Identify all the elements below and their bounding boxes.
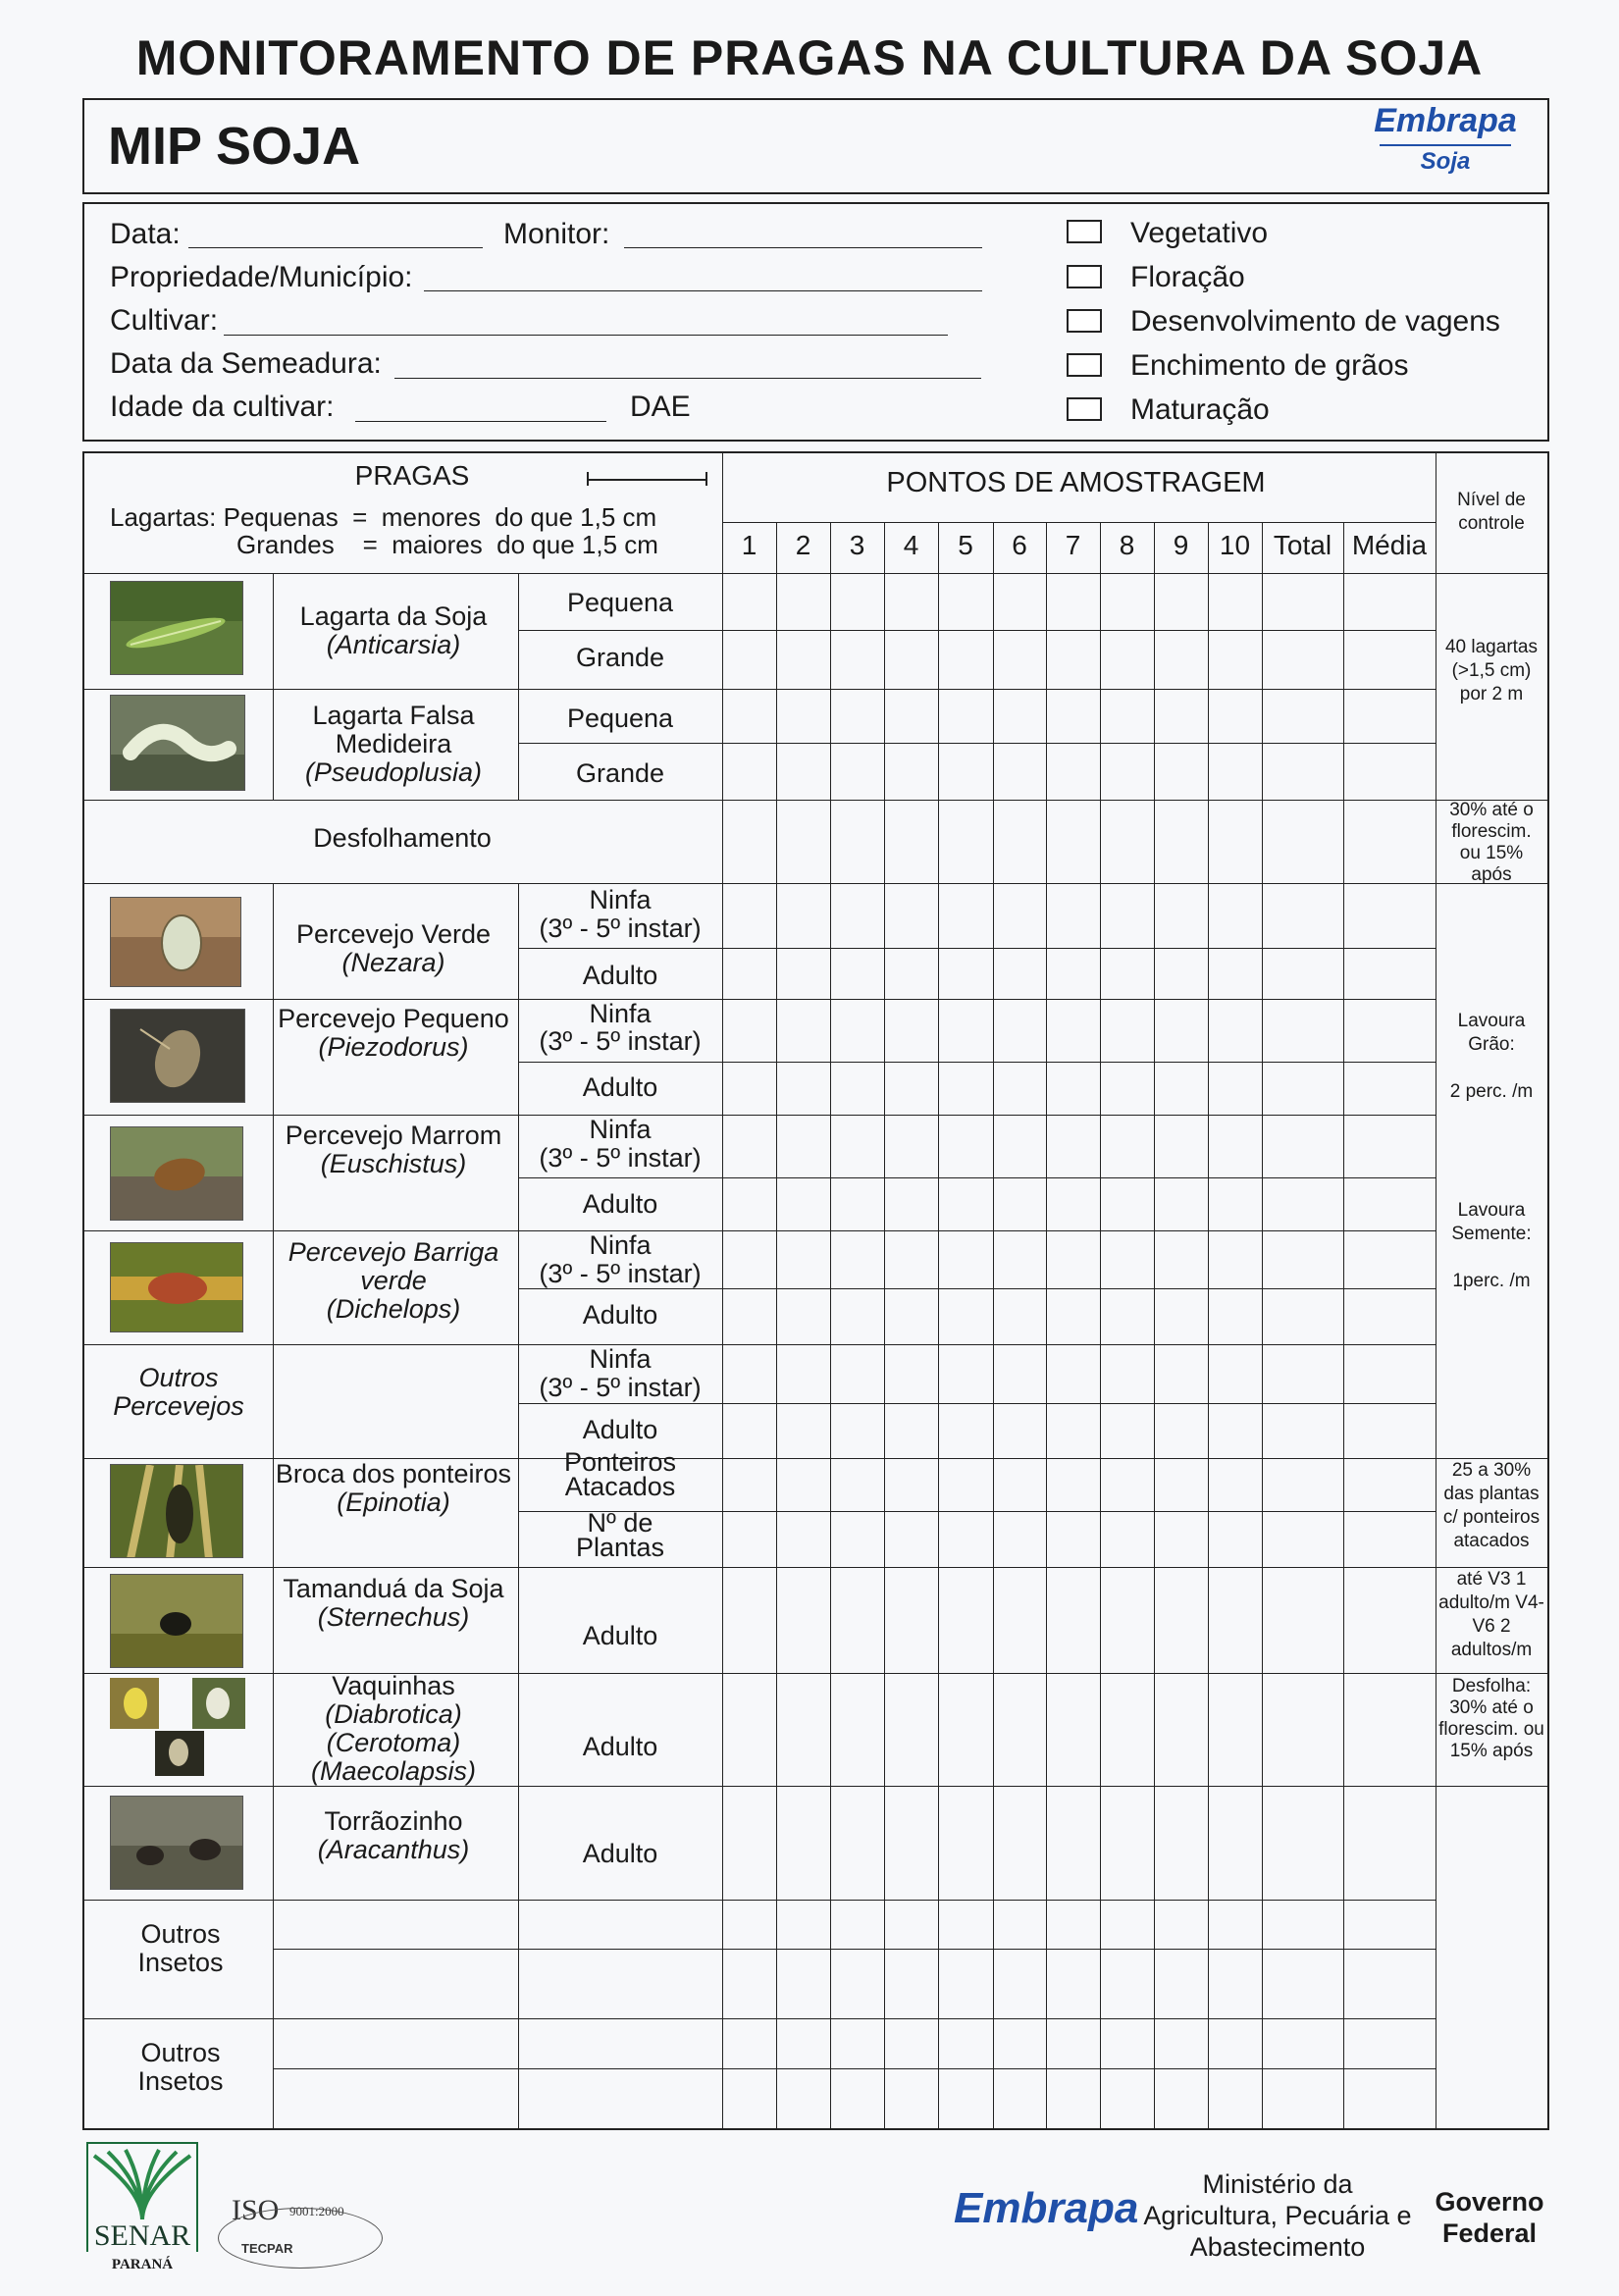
pest-row-line [84,1786,1436,1787]
stage-vegetativo: Vegetativo [1130,217,1269,249]
column-header: 3 [849,530,865,560]
col-line-pragas-end [722,453,723,2128]
outros-line [273,2068,1436,2069]
photo-tamandua [110,1574,243,1668]
stage-floracao: Floração [1130,261,1245,293]
pest-name: Outros Insetos [137,1919,224,1977]
stage-row-line [518,1403,1436,1404]
stage-label: Nº de Plantas [575,1508,665,1562]
sample-col-line [884,522,885,2128]
column-header: Total [1273,530,1332,560]
pest-sci: (Euschistus) [320,1149,467,1178]
stage-col-line [518,883,519,2128]
nivel-line [1436,1673,1547,1674]
pest-row-line [84,883,1436,884]
sample-col-line [1262,522,1263,2128]
pest-label: Lagarta da Soja [299,601,488,631]
pest-name [271,1807,516,1864]
pest-sci: (Diabrotica) [325,1699,462,1729]
pest-label: Percevejo Pequeno [278,1004,509,1033]
sample-col-line [830,522,831,2128]
lagartas-def-1: Lagartas: Pequenas = menores do que 1,5 cm [110,502,657,532]
embrapa-footer-logo: Embrapa [954,2184,1139,2232]
pest-sci: (Nezara) [341,948,445,977]
stage-checkbox-maturacao[interactable] [1067,397,1102,421]
pest-name [271,702,516,787]
dae-label: DAE [630,391,691,423]
stage-label: (3º - 5º instar) [539,1026,702,1056]
stage-label: (3º - 5º instar) [539,913,702,943]
sample-col-line [1343,522,1344,2128]
stage-row-line [518,630,1436,631]
column-header: 5 [958,530,973,560]
stage-label: Adulto [582,1300,658,1330]
nivel-line [1436,1786,1547,1787]
pest-name [271,1238,516,1324]
iso-number: 9001:2000 [289,2204,344,2218]
nivel-vaquinhas: Desfolha: 30% até o florescim. ou 15% após [1438,1676,1544,1761]
stage-row-line [518,948,1436,949]
iso-text: ISO [232,2194,280,2226]
photo-percevejo-marrom [110,1126,243,1221]
stage-checkbox-floracao[interactable] [1067,265,1102,288]
parana-text: PARANÁ [111,2257,174,2272]
data-field[interactable] [188,247,483,248]
scale-bar-tick-left [587,472,589,486]
pest-name [271,1005,516,1062]
stage-label: Ponteiros Atacados [563,1447,677,1501]
pest-name: Outros Insetos [137,2038,224,2096]
pest-row-line [84,1900,1436,1901]
pest-name [271,920,516,977]
name-col-line [273,1458,274,2128]
sample-col-line [1154,522,1155,2128]
pest-row-line [84,1115,1436,1116]
semeadura-field[interactable] [394,378,981,379]
pest-name [271,1672,516,1786]
sample-col-line [938,522,939,2128]
stage-label: Ninfa [589,1115,652,1144]
stage-label: Adulto [582,1189,658,1219]
stage-label: (3º - 5º instar) [539,1373,702,1402]
logo-divider [1380,144,1511,146]
pest-label: Lagarta Falsa Medideira [312,701,475,758]
monitor-field[interactable] [624,247,982,248]
nivel-graos-value: 2 perc. /m [1449,1081,1534,1102]
pontos-header: PONTOS DE AMOSTRAGEM [886,467,1266,498]
outros-line [273,1949,1436,1950]
photo-percevejo-barriga-verde [110,1242,243,1332]
pest-name [271,1575,516,1632]
ministerio-text: Ministério da Agricultura, Pecuária e Abastecimento [1143,2169,1412,2262]
propriedade-field[interactable] [424,290,982,291]
stage-row-line [518,1062,1436,1063]
pragas-header: PRAGAS [354,460,470,491]
photo-vaquinhas [110,1678,247,1776]
pest-sci: (Piezodorus) [318,1032,469,1062]
stage-maturacao: Maturação [1130,393,1270,426]
pest-sci: (Anticarsia) [326,630,461,659]
photo-broca-ponteiros [110,1464,243,1558]
nivel-broca: 25 a 30% das plantas c/ ponteiros atacados [1442,1460,1541,1551]
column-header: 1 [741,530,757,560]
stage-checkbox-vagens[interactable] [1067,309,1102,333]
pest-sci: (Maecolapsis) [310,1756,477,1786]
pest-label: Percevejo Verde [295,919,492,949]
column-header: 9 [1173,530,1189,560]
pest-name [271,1122,516,1178]
iso-seal [218,2208,383,2269]
pest-sci: (Aracanthus) [317,1835,470,1864]
pest-row-line [84,1344,1436,1345]
pest-row-line [84,689,1436,690]
pest-label: Percevejo Barriga verde [287,1237,499,1295]
logo-sub: Soja [1420,148,1471,175]
pest-sci: (Epinotia) [337,1487,450,1517]
pest-row-line [84,1567,1436,1568]
nivel-desfolha: 30% até o florescim. ou 15% após [1449,800,1534,885]
stage-row-line [518,1288,1436,1289]
pest-row-line [84,2018,1436,2019]
column-header: 8 [1119,530,1135,560]
stage-label: Ninfa [589,999,652,1028]
stage-label: Adulto [582,1732,658,1761]
nivel-semente-title: Lavoura Semente: [1451,1200,1532,1244]
stage-col-line [518,573,519,800]
pest-label: Torrãozinho [324,1806,463,1836]
pest-sci: (Pseudoplusia) [304,757,483,787]
stage-label: Pequena [566,704,674,733]
logo-brand: Embrapa [1374,102,1517,139]
column-header: Média [1351,530,1428,560]
pest-name [271,602,516,659]
stage-label: Ninfa [589,1230,652,1260]
propriedade-label: Propriedade/Município: [110,261,413,293]
pest-name: Desfolhamento [313,823,492,853]
scale-bar-tick-right [705,472,707,486]
column-header: 2 [795,530,811,560]
pest-row-line [84,1230,1436,1231]
stage-label: (3º - 5º instar) [539,1143,702,1173]
pest-row-line [84,800,1436,801]
sample-col-line [993,522,994,2128]
stage-checkbox-vegetativo[interactable] [1067,220,1102,243]
pest-name [271,1460,516,1517]
pest-label: Broca dos ponteiros [275,1459,512,1488]
pest-sci: (Dichelops) [326,1294,461,1324]
stage-row-line [518,1177,1436,1178]
stage-label: (3º - 5º instar) [539,1259,702,1288]
column-header: 6 [1012,530,1027,560]
stage-checkbox-graos[interactable] [1067,353,1102,377]
idade-label: Idade da cultivar: [110,391,335,423]
stage-row-line [518,743,1436,744]
sample-col-line [1208,522,1209,2128]
idade-field[interactable] [355,421,606,422]
governo-text: Governo Federal [1435,2187,1544,2248]
embrapa-soja-logo [1372,102,1519,190]
sample-col-line [776,522,777,2128]
nivel-header: Nível de controle [1457,490,1526,534]
pest-name: Outros Percevejos [113,1363,244,1421]
monitor-label: Monitor: [503,218,610,250]
stage-label: Adulto [582,1621,658,1650]
stage-label: Ninfa [589,1344,652,1374]
cultivar-field[interactable] [224,335,948,336]
pest-label: Vaquinhas [332,1671,455,1700]
nivel-tamandua: até V3 1 adulto/m V4-V6 2 adultos/m [1438,1569,1544,1660]
photo-torraozinho [110,1796,243,1890]
cultivar-label: Cultivar: [110,304,219,337]
nivel-graos-title: Lavoura Grão: [1457,1011,1526,1055]
column-header: 7 [1065,530,1081,560]
senar-text: SENAR [88,2219,196,2253]
stage-label: Adulto [582,961,658,990]
name-col-line [273,1344,274,1458]
stage-label: Ninfa [589,885,652,914]
tecpar-text: TECPAR [241,2241,293,2256]
stage-label: Grande [575,758,665,788]
form-subtitle: MIP SOJA [108,117,361,176]
stage-label: Adulto [582,1839,658,1868]
pest-row-line [84,999,1436,1000]
pest-sci: (Sternechus) [317,1602,470,1632]
nivel-semente-value: 1perc. /m [1452,1271,1531,1291]
page-title: MONITORAMENTO DE PRAGAS NA CULTURA DA SOJA [135,30,1484,85]
stage-vagens: Desenvolvimento de vagens [1130,305,1500,338]
semeadura-label: Data da Semeadura: [110,347,382,380]
pest-label: Tamanduá da Soja [283,1574,504,1603]
data-label: Data: [110,218,181,250]
sample-col-line [1100,522,1101,2128]
photo-lagarta-soja [110,581,243,675]
column-header: 10 [1219,530,1251,560]
pest-label: Percevejo Marrom [285,1121,502,1150]
stage-label: Adulto [582,1415,658,1444]
photo-percevejo-verde [110,897,241,987]
stage-label: Pequena [566,588,674,617]
stage-label: Grande [575,643,665,672]
nivel-lagartas: 40 lagartas (>1,5 cm) por 2 m [1444,637,1538,704]
stage-graos: Enchimento de grãos [1130,349,1409,382]
photo-percevejo-pequeno [110,1009,245,1103]
photo-falsa-medideira [110,695,245,791]
sample-col-line [1046,522,1047,2128]
pest-sci: (Cerotoma) [326,1728,461,1757]
scale-bar [587,479,706,481]
header-bottom [84,573,1547,574]
column-header: 4 [903,530,919,560]
lagartas-def-2: Grandes = maiores do que 1,5 cm [236,530,658,559]
stage-label: Adulto [582,1072,658,1102]
